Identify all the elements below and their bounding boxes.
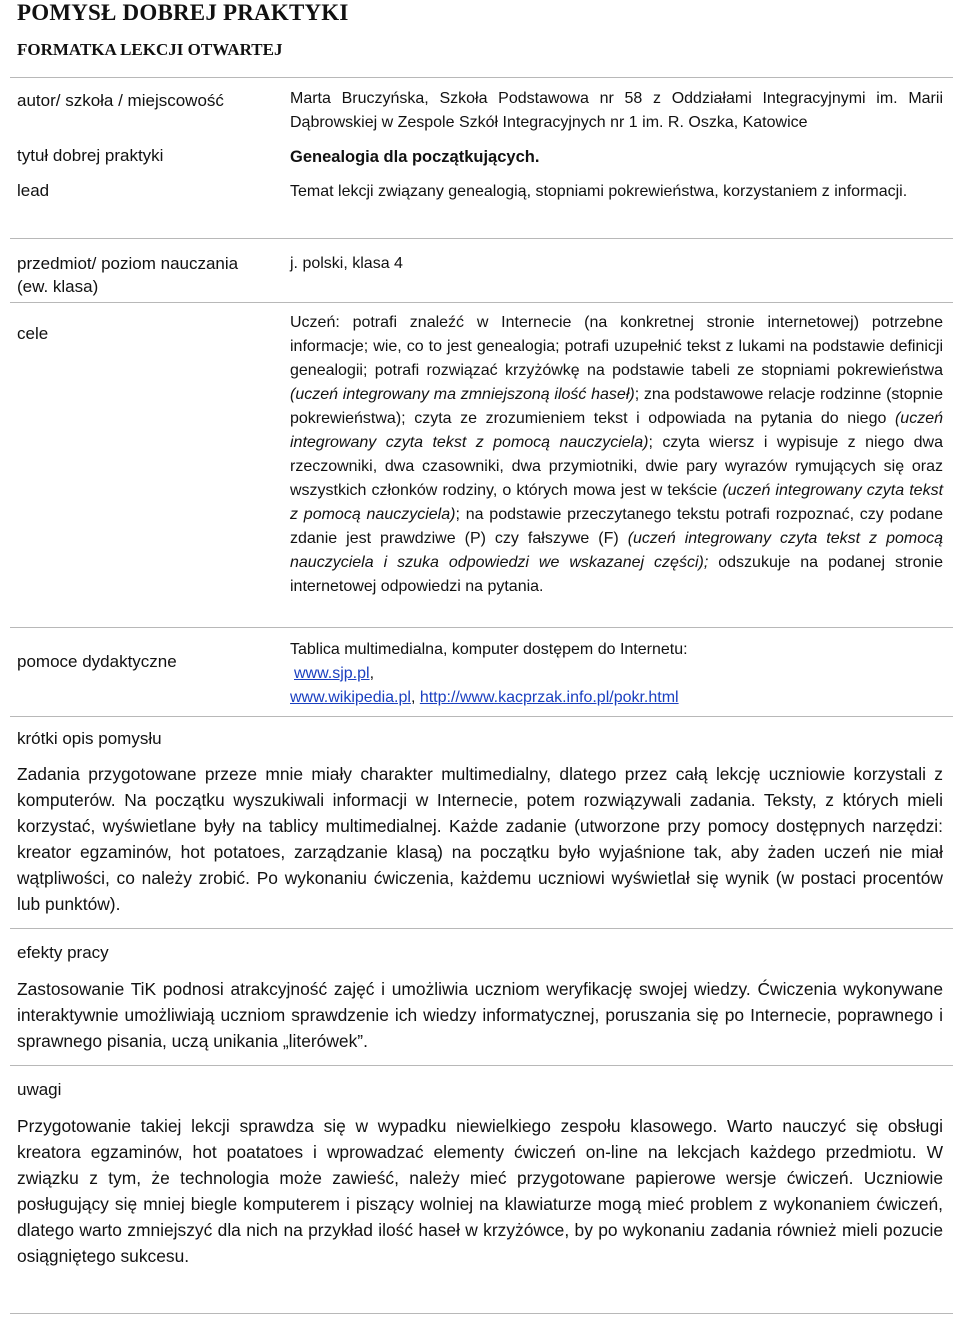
goals-text-3: ; czyta wiersz i wypisuje z niego dwa rzeczowniki, dwa czasowniki, dwa przymiotniki, dwie pary wyrazów rymujących się oraz wszystkich członków rodziny, o których mowa jest w tekście: [290, 434, 944, 499]
notes-text: Przygotowanie takiej lekcji sprawdza się w wypadku niewielkiego zespołu klasowego. Warto nauczyć się obsługi kreatora egzaminów, hot poatatoes i wprowadzać elementy ćwiczeń on-line na lekcjach każdego przedmiotu. W związku z tym, że technologia może zawieść, należy mieć przygotowane papierowe wersje ćwiczeń. Uczniowie posługujący się mniej biegle komputerem i piszący wolniej na klawiaturze mogą mieć problem z wykonaniem ćwiczeń, dlatego warto zmniejszyć dla nich na przykład ilość haseł w krzyżówce, by po wykonaniu zadania również mieli pozucie osiągniętego sukcesu.: [17, 1116, 943, 1266]
link-separator: ,: [369, 665, 375, 682]
effects-text: Zastosowanie TiK podnosi atrakcyjność zajęć i umożliwia uczniom weryfikację swojej wiedzy. Ćwiczenia wykonywane interaktywnie umożliwiają uczniom sprawdzenie ich wiedzy informatycznej, poruszania się po Internecie, poprawnego i sprawnego pisania, uczą unikania „literówek”.: [17, 979, 943, 1051]
goals-text-4: ; na podstawie przeczytanego tekstu potrafi rozpoznać, czy podane zdanie jest prawdziwe (P) czy fałszywe (F): [290, 506, 943, 547]
subject-label: [17, 252, 238, 298]
effects-heading: efekty pracy: [17, 943, 109, 962]
divider: [10, 716, 953, 717]
aids-links-line1: [290, 662, 943, 686]
goals-note-2: (uczeń integrowany czyta tekst z pomocą nauczyciela): [290, 410, 943, 451]
description-text: Zadania przygotowane przeze mnie miały charakter multimedialny, dlatego przez całą lekcję uczniowie korzystali z komputerów. Na początku wyszukiwali informacji w Internecie, potem rozwiązywali zadania. Teksty, z których mieli korzystać, wyświetlane były na tablicy multimedialnej. Każde zadanie (utworzone przy pomocy dostępnych narzędzi: kreator egzaminów, hot potatoes, zarządzanie klasą) na początku było wyjaśnione tak, aby żaden uczeń nie miał wątpliwości, co należy zrobić. Po wykonaniu ćwiczenia, każdemu uczniowi wyświetlał się wynik (w postaci procentów lub punktów).: [17, 764, 943, 914]
goals-note-3: (uczeń integrowany czyta tekst z pomocą nauczyciela): [290, 482, 944, 523]
aids-text: Tablica multimedialna, komputer dostępem do Internetu:: [290, 641, 688, 658]
divider: [10, 627, 953, 628]
lead-value: Temat lekcji związany genealogią, stopniami pokrewieństwa, korzystaniem z informacji.: [290, 183, 908, 200]
lead-label: lead: [17, 181, 50, 200]
notes-heading: uwagi: [17, 1080, 62, 1099]
subject-label-line1: przedmiot/ poziom nauczania: [17, 254, 239, 273]
divider: [10, 238, 953, 239]
goals-note-1: (uczeń integrowany ma zmniejszoną ilość haseł): [290, 386, 635, 403]
goals-text-5: odszukuje na podanej stronie internetowej odpowiedzi na pytania.: [290, 554, 944, 595]
goals-value: [290, 311, 943, 599]
link-separator: ,: [410, 689, 420, 706]
document-title: POMYSŁ DOBREJ PRAKTYKI: [17, 0, 349, 25]
divider: [10, 928, 953, 929]
divider: [10, 1313, 953, 1314]
goals-note-4: (uczeń integrowany czyta tekst z pomocą nauczyciela i szuka odpowiedzi we wskazanej części);: [290, 530, 943, 571]
goals-text-2: ; zna podstawowe relacje rodzinne (stopnie pokrewieństwa); czyta ze zrozumieniem tekst i odpowiada na pytania do niego: [290, 386, 944, 427]
link-wikipedia[interactable]: www.wikipedia.pl: [290, 689, 411, 706]
practice-title-label: tytuł dobrej praktyki: [17, 146, 164, 165]
divider: [10, 302, 953, 303]
author-label: autor/ szkoła / miejscowość: [17, 91, 224, 110]
divider: [10, 77, 953, 78]
practice-title-value: Genealogia dla początkujących.: [290, 148, 540, 166]
goals-text-1: Uczeń: potrafi znaleźć w Internecie (na konkretnej stronie internetowej) potrzebne informacje; wie, co to jest genealogia; potrafi uzupełnić tekst z lukami na podstawie definicji genealogii; potrafi rozwiązać krzyżówkę na podstawie tabeli ze stopniami pokrewieństwa: [290, 314, 943, 379]
aids-links-line2: [290, 686, 943, 710]
aids-label: pomoce dydaktyczne: [17, 652, 177, 671]
subject-label-line2: (ew. klasa): [17, 277, 99, 296]
document-subtitle: FORMATKA LEKCJI OTWARTEJ: [17, 40, 283, 59]
link-kacprzak[interactable]: http://www.kacprzak.info.pl/pokr.html: [419, 689, 679, 706]
aids-value: [290, 638, 943, 710]
link-sjp[interactable]: www.sjp.pl: [294, 665, 370, 682]
subject-value: j. polski, klasa 4: [290, 255, 403, 272]
divider: [10, 1065, 953, 1066]
description-heading: krótki opis pomysłu: [17, 729, 162, 748]
goals-label: cele: [17, 324, 49, 343]
author-value: Marta Bruczyńska, Szkoła Podstawowa nr 58 z Oddziałami Integracyjnymi im. Marii Dąbrowskiej w Zespole Szkół Integracyjnych nr 1 im. R. Oszka, Katowice: [290, 90, 943, 131]
